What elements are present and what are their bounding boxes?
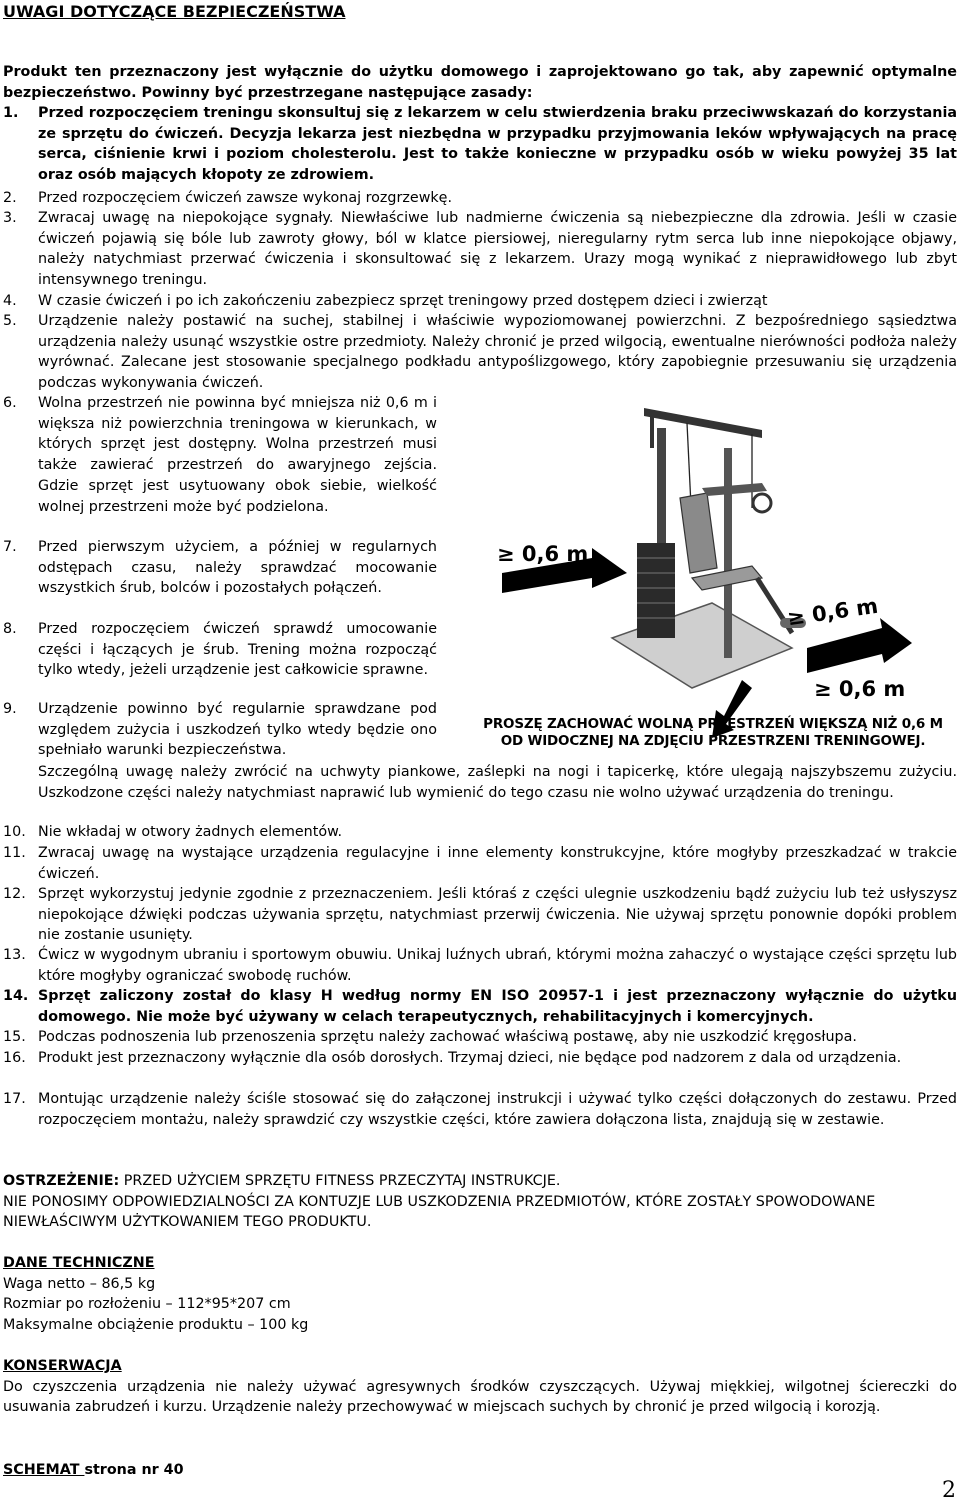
list-item: [3, 188, 957, 209]
home-gym-figure: [462, 388, 960, 762]
distance-label: ≥ 0,6 m: [814, 677, 906, 701]
list-item-number: 17.: [3, 1091, 26, 1107]
list-item: [3, 884, 957, 947]
list-item: [3, 1089, 957, 1152]
arrow-right-icon: [807, 618, 912, 673]
list-item: [3, 699, 437, 762]
list-item-text: Zwracaj uwagę na wystające urządzenia regulacyjne i inne elementy konstrukcyjne, które mogłyby przeszkadzać w trakcie ćwiczeń.: [38, 845, 957, 882]
tech-row: [3, 1274, 308, 1295]
list-item-number: 4.: [3, 293, 17, 309]
list-item-text: Montując urządzenie należy ściśle stosować się do załączonej instrukcji i używać tylko części dołączonych do zestawu. Przed rozpoczęciem montażu, należy sprawdzić czy wszystkie części, które zawiera dołączona lista, znajdują się w zestawie.: [38, 1091, 957, 1128]
maintenance-block: [3, 1356, 957, 1418]
list-item: [3, 822, 957, 843]
list-item-number: 10.: [3, 824, 26, 840]
list-item: [3, 843, 957, 885]
list-item-number: 5.: [3, 313, 17, 329]
tech-row-value: 86,5 kg: [101, 1275, 156, 1292]
list-item-text: Nie wkładaj w otwory żadnych elementów.: [38, 824, 343, 840]
warning-label: OSTRZEŻENIE:: [3, 1173, 120, 1189]
list-item-text: Urządzenie należy postawić na suchej, stabilnej i właściwie wypoziomowanej powierzchni. Z bezpośredniego sąsiedztwa urządzenia należy usunąć wszystkie ostre przedmioty. Należy chronić je przed wilgocią, ewentualne nierówności podłoża należy wyrównać. Zalecane jest stosowanie specjalnego podkładu antypoślizgowego, który zapobiegnie przesuwaniu się urządzenia podczas wykonywania ćwiczeń.: [38, 313, 957, 392]
tech-row-label: Maksymalne obciążenie produktu: [3, 1317, 243, 1334]
list-item-number: 11.: [3, 845, 26, 861]
tech-row: [3, 1315, 308, 1336]
list-item-number: 12.: [3, 886, 26, 902]
list-item-number: 7.: [3, 539, 17, 555]
list-item-number: 8.: [3, 621, 17, 637]
list-item-text: Urządzenie powinno być regularnie sprawdzane pod względem zużycia i uszkodzeń tylko wtedy będzie ono spełniało warunki bezpieczeństwa.: [38, 701, 437, 759]
list-item: [3, 619, 437, 703]
list-item-text: Wolna przestrzeń nie powinna być mniejsza niż 0,6 m i większa niż powierzchnia treningowa w kierunkach, w których sprzęt jest dostępny. Wolna przestrzeń musi także zawierać przestrzeń do awaryjnego zejścia. Gdzie sprzęt jest usytuowany obok siebie, wielkość wolnej przestrzeni może być podzielona.: [38, 395, 437, 515]
distance-label: ≥ 0,6 m: [497, 542, 589, 566]
list-item-number: 1.: [3, 105, 19, 121]
tech-data-title: DANE TECHNICZNE: [3, 1255, 155, 1271]
tech-row-dash: –: [161, 1296, 178, 1313]
list-item-text: Przed rozpoczęciem ćwiczeń sprawdź umocowanie części i łączących je śrub. Trening można rozpocząć tylko wtedy, jeżeli urządzenie jest całkowicie sprawne.: [38, 621, 437, 679]
tech-row-dash: –: [242, 1317, 260, 1334]
home-gym-illustration: [462, 388, 960, 762]
list-item-text: Szczególną uwagę należy zwrócić na uchwyty piankowe, zaślepki na nogi i tapicerkę, które ulegają najszybszemu zużyciu. Uszkodzone części należy natychmiast naprawić lub wymienić do tego czasu nie wolno używać urządzenia do treningu.: [38, 764, 957, 801]
list-item: [3, 291, 957, 312]
tech-row-value: 100 kg: [259, 1317, 309, 1334]
warning-text: PRZED UŻYCIEM SPRZĘTU FITNESS PRZECZYTAJ INSTRUKCJE.: [119, 1173, 561, 1189]
section-title: UWAGI DOTYCZĄCE BEZPIECZEŃSTWA: [3, 2, 346, 21]
list-item: [3, 208, 957, 292]
list-item-number: 15.: [3, 1029, 26, 1045]
list-item-number: 6.: [3, 395, 17, 411]
list-item-text: Sprzęt zaliczony został do klasy H według normy EN ISO 20957-1 i jest przeznaczony wyłącznie do użytku domowego. Nie może być używany w celach terapeutycznych, rehabilitacyjnych i komercyjnych.: [38, 988, 957, 1025]
list-item-number: 9.: [3, 701, 17, 717]
figure-caption-line: OD WIDOCZNEJ NA ZDJĘCIU PRZESTRZENI TRENINGOWEJ.: [500, 733, 926, 749]
list-item-number: 3.: [3, 210, 17, 226]
figure-caption: [466, 716, 960, 750]
tech-row: [3, 1294, 308, 1315]
maintenance-text: Do czyszczenia urządzenia nie należy używać agresywnych środków czyszczących. Używaj miękkiej, wilgotnej ściereczki do usuwania zabrudzeń i kurzu. Urządzenie należy przechowywać w miejscach suchych by chronić je przed wilgocią i korozją.: [3, 1378, 957, 1416]
list-item-number: 13.: [3, 947, 26, 963]
intro-paragraph: Produkt ten przeznaczony jest wyłącznie do użytku domowego i zaprojektowano go tak, aby zapewnić optymalne bezpieczeństwo. Powinny być przestrzegane następujące zasady:: [3, 64, 957, 101]
list-item-text: Zwracaj uwagę na niepokojące sygnały. Niewłaściwe lub nadmierne ćwiczenia są niebezpieczne dla zdrowia. Jeśli w czasie ćwiczeń pojawią się bóle lub zawroty głowy, ból w klatce piersiowej, nieregularny rytm serca lub inne niepokojące objawy, należy natychmiast przerwać ćwiczenia i skonsultować się z lekarzem. Urazy mogą wynikać z nieprawidłowego lub zbyt intensywnego treningu.: [38, 210, 957, 289]
page-number: 2: [942, 1478, 956, 1503]
schemat-page: strona nr 40: [84, 1462, 184, 1478]
list-item-text: Przed pierwszym użyciem, a później w regularnych odstępach czasu, należy sprawdzać mocowanie wszystkich śrub, bolców i pozostałych połączeń.: [38, 539, 437, 597]
list-item-number: 14.: [3, 988, 29, 1004]
warning-block: [3, 1171, 957, 1233]
schemat-reference: [3, 1460, 184, 1481]
list-item-number: 16.: [3, 1050, 26, 1066]
schemat-label: SCHEMAT: [3, 1462, 85, 1478]
tech-row-label: Rozmiar po rozłożeniu: [3, 1296, 162, 1313]
list-item-text: Sprzęt wykorzystuj jedynie zgodnie z przeznaczeniem. Jeśli któraś z części ulegnie uszkodzeniu bądź zużyciu lub też usłyszysz niepokojące dźwięki podczas używania sprzętu, natychmiast przerwij ćwiczenia. Nie używaj sprzętu ponownie dopóki problem nie zostanie usunięty.: [38, 886, 957, 944]
tech-row-label: Waga netto: [3, 1275, 86, 1292]
warning-disclaimer: NIE PONOSIMY ODPOWIEDZIALNOŚCI ZA KONTUZJE LUB USZKODZENIA PRZEDMIOTÓW, KTÓRE ZOSTAŁY SPOWODOWANE NIEWŁAŚCIWYM UŻYTKOWANIEM TEGO PRODUKTU.: [3, 1193, 876, 1231]
list-item-continuation: [38, 762, 957, 824]
list-item: [3, 537, 437, 621]
maintenance-title: KONSERWACJA: [3, 1358, 122, 1374]
list-item: [3, 311, 957, 395]
figure-caption-line: PROSZĘ ZACHOWAĆ WOLNĄ PRZESTRZEŃ WIĘKSZĄ NIŻ 0,6 M: [483, 716, 943, 732]
list-item: [3, 1048, 957, 1090]
list-item-text: W czasie ćwiczeń i po ich zakończeniu zabezpiecz sprzęt treningowy przed dostępem dzieci i zwierząt: [38, 293, 768, 309]
distance-label: ≥ 0,6 m: [785, 593, 880, 631]
list-item-text: Produkt jest przeznaczony wyłącznie dla osób dorosłych. Trzymaj dzieci, nie będące pod nadzorem z dala od urządzenia.: [38, 1050, 902, 1066]
tech-row-value: 112*95*207 cm: [177, 1296, 291, 1313]
tech-data-block: [3, 1253, 308, 1336]
warning-line: [3, 1171, 957, 1192]
tech-row-dash: –: [85, 1275, 102, 1292]
list-item: [3, 393, 437, 538]
list-item-text: Ćwicz w wygodnym ubraniu i sportowym obuwiu. Unikaj luźnych ubrań, którymi można zahaczyć o wystające części sprzętu lub które mogłyby ograniczać swobodę ruchów.: [38, 947, 957, 984]
list-item: [3, 1027, 957, 1048]
list-item-text: Podczas podnoszenia lub przenoszenia sprzętu należy zachować właściwą postawę, aby nie uszkodzić kręgosłupa.: [38, 1029, 857, 1045]
list-item: [3, 986, 957, 1028]
list-item-text: Przed rozpoczęciem ćwiczeń zawsze wykonaj rozgrzewkę.: [38, 190, 453, 206]
list-item-number: 2.: [3, 190, 17, 206]
list-item: [3, 103, 957, 187]
list-item-text: Przed rozpoczęciem treningu skonsultuj się z lekarzem w celu stwierdzenia braku przeciwwskazań do korzystania ze sprzętu do ćwiczeń. Decyzja lekarza jest niezbędna w przypadku przyjmowania leków wpływających na pracę serca, ciśnienie krwi i poziom cholesterolu. Jest to także konieczne w przypadku osób w wieku powyżej 35 lat oraz osób mających kłopoty ze zdrowiem.: [38, 105, 957, 183]
list-item: [3, 945, 957, 987]
